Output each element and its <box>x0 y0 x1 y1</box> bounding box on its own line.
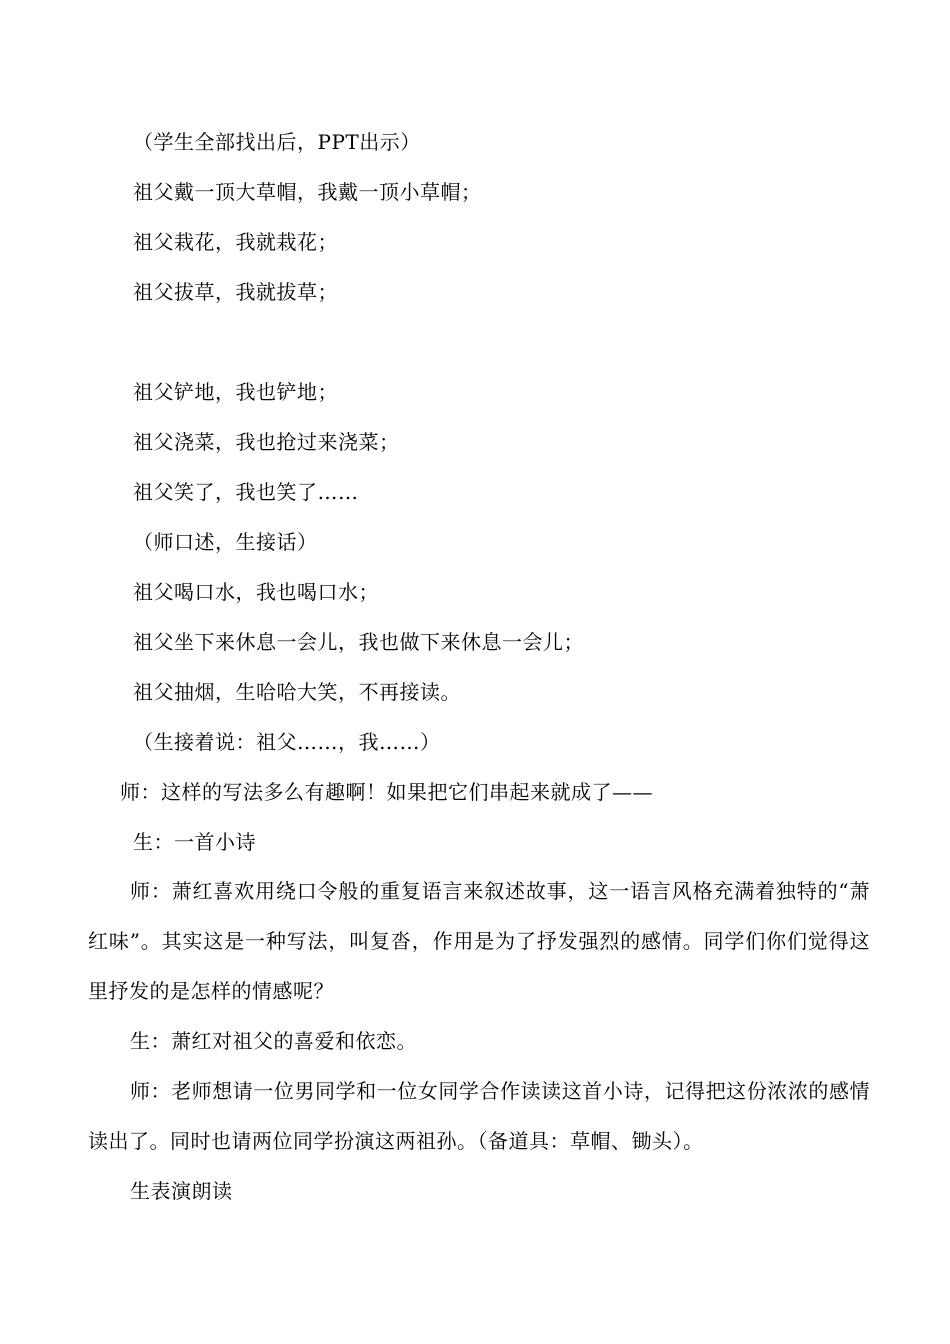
text-line: 祖父喝口水，我也喝口水； <box>133 580 379 604</box>
text-line: 祖父拔草，我就拔草； <box>133 280 338 304</box>
text-line: 祖父铲地，我也铲地； <box>133 380 338 404</box>
text-line: （师口述，生接话） <box>133 530 318 554</box>
text-line: 师：这样的写法多么有趣啊！如果把它们串起来就成了—— <box>120 780 653 804</box>
text-line: （生接着说：祖父……，我……） <box>133 730 441 754</box>
paragraph: 生：萧红对祖父的喜爱和依恋。 <box>130 1029 417 1053</box>
text-line: 祖父笑了，我也笑了…… <box>133 480 359 504</box>
text-line: 祖父坐下来休息一会儿，我也做下来休息一会儿； <box>133 630 584 654</box>
text-line: （学生全部找出后，PPT出示） <box>133 130 421 154</box>
paragraph: 师：老师想请一位男同学和一位女同学合作读读这首小诗，记得把这份浓浓的感情读出了。同时也请两位同学扮演这两祖孙。（备道具：草帽、锄头）。 <box>88 1079 870 1153</box>
paragraph: 师：萧红喜欢用绕口令般的重复语言来叙述故事，这一语言风格充满着独特的“萧红味”。其实这是一种写法，叫复沓，作用是为了抒发强烈的感情。同学们你们觉得这里抒发的是怎样的情感呢？ <box>88 879 870 1003</box>
text-line: 祖父浇菜，我也抢过来浇菜； <box>133 430 400 454</box>
paragraph: 生表演朗读 <box>130 1179 233 1203</box>
text-line: 生：一首小诗 <box>133 830 256 854</box>
text-line: 祖父栽花，我就栽花； <box>133 230 338 254</box>
text-line: 祖父戴一顶大草帽，我戴一顶小草帽； <box>133 180 482 204</box>
text-line: 祖父抽烟，生哈哈大笑，不再接读。 <box>133 680 461 704</box>
